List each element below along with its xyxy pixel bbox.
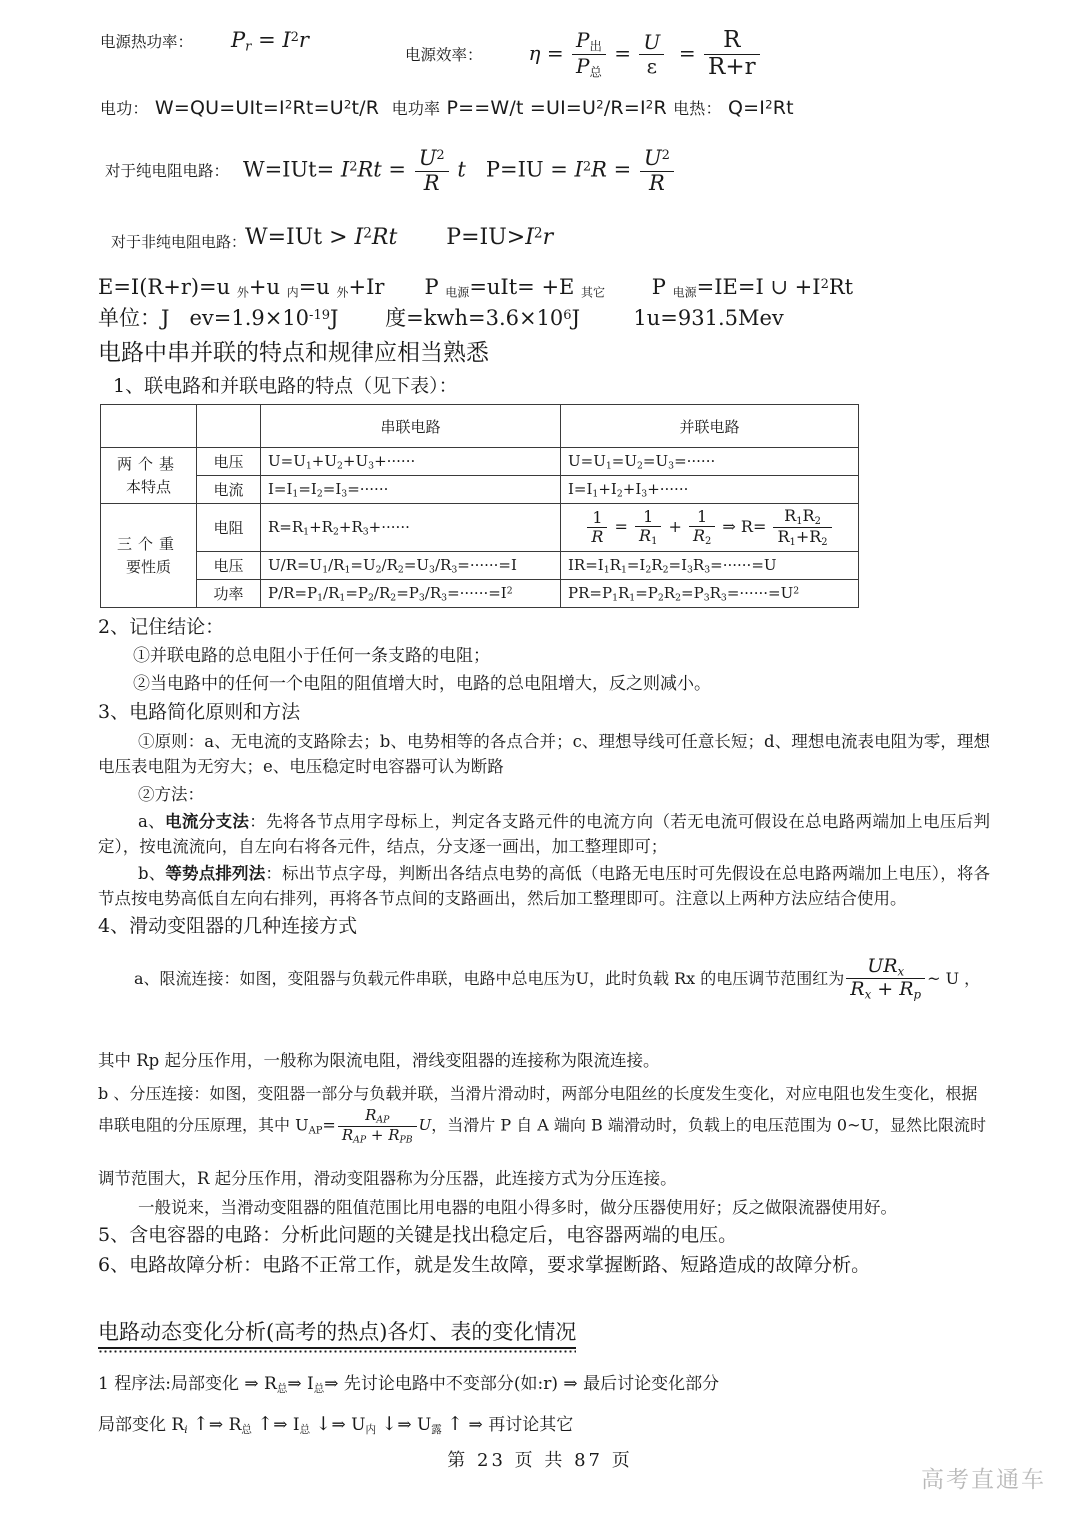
item4-b-sub: AP bbox=[308, 1124, 323, 1136]
nonpure-resistance-row bbox=[95, 219, 990, 275]
item4-a-fraction: $\frac{UR_x}{R_x + R_p}$ bbox=[844, 967, 927, 989]
item6: 6、电路故障分析：电路不正常工作，就是发生故障，要求掌握断路、短路造成的故障分析。 bbox=[98, 1253, 871, 1276]
table-row bbox=[101, 476, 859, 504]
page-footer: 第 23 页 共 87 页 bbox=[447, 1450, 633, 1471]
table-cell-series-resistance: $R=R_1+R_2+R_3+\cdot\cdot\cdot\cdot\cdot\cdot$ bbox=[261, 504, 561, 552]
item4-a-paragraph bbox=[98, 956, 990, 1030]
item2-point-1: ①并联电路的总电阻小于任何一条支路的电阻； bbox=[133, 646, 490, 667]
source-heat-power-formula bbox=[100, 28, 309, 55]
table-category-basic: 两个基 本特点 bbox=[101, 448, 197, 504]
table-corner-cell-2 bbox=[197, 405, 261, 448]
watermark: 高考直通车 bbox=[921, 1467, 1046, 1493]
table-cell-series-power: $P/R=P_1/R_1=P_2/R_2=P_3/R_3=\cdot\cdot\cdot\cdot\cdot\cdot=I^2$ bbox=[261, 580, 561, 608]
nonpure-resistance-label: 对于非纯电阻电路： bbox=[111, 233, 247, 251]
method-a-text: ：先将各节点用字母标上，判定各支路元件的电流方向（若无电流可假设在总电路两端加上电压后判定），按电流流向，自左向右将各元件，结点，分支逐一画出，加工整理即可； bbox=[98, 811, 991, 856]
source-efficiency-expr: η = $\frac{P_出}{P_总}$ = $\frac{U}{\varepsilon}$ = $\frac{R}{R+r}$ bbox=[529, 41, 762, 65]
table-cell-parallel-voltage: $U=U_1=U_2=U_3=\cdot\cdot\cdot\cdot\cdot\cdot$ bbox=[561, 448, 859, 476]
table-rowname-current: 电流 bbox=[197, 476, 261, 504]
item4-a-note: 其中 Rp 起分压作用，一般称为限流电阻，滑线变阻器的连接称为限流连接。 bbox=[98, 1050, 660, 1070]
table-row bbox=[101, 448, 859, 476]
item4-b-paragraph bbox=[98, 1081, 990, 1146]
method-a-name: 电流分支法 bbox=[165, 811, 250, 831]
source-heat-power-label: 电源热功率： bbox=[100, 33, 194, 51]
item1-title: 1、联电路和并联电路的特点（见下表）： bbox=[113, 375, 458, 398]
item3-principle: ①原则：a、无电流的支路除去；b、电势相等的各点合并；c、理想导线可任意长短；d、理想电流表电阻为零，理想电压表电阻为无穷大；e、电压稳定时电容器可认为断路 bbox=[98, 732, 990, 777]
item4-b-fraction: $\frac{R_{AP}}{R_{AP} + R_{PB}}$ U bbox=[336, 1116, 431, 1134]
item4-b-note: 调节范围大，R 起分压作用，滑动变阻器称为分压器，此连接方式为分压连接。 bbox=[98, 1168, 677, 1188]
emf-line: E=I(R+r)=u 外+u 内=u 外+Ir P 电源=uIt= +E 其它 P 电源=IE=I ∪ $+I^2Rt$ bbox=[98, 275, 854, 300]
item4-general-note: 一般说来，当滑动变阻器的阻值范围比用电器的电阻小得多时，做分压器使用好；反之做限流器使用好。 bbox=[138, 1197, 897, 1217]
item4-b-eq: = bbox=[322, 1115, 336, 1135]
electric-work-expr: $W=QU=UIt=I^2Rt=U^2t/R$ bbox=[154, 97, 380, 119]
table-cell-parallel-resistance: $\frac{1}{R}$ = $\frac{1}{R_1}$ + $\frac{1}{R_2}$ ⇒ R= $\frac{R_1R_2}{R_1+R_2}$ bbox=[561, 504, 859, 552]
table-corner-cell bbox=[101, 405, 197, 448]
source-efficiency-formula bbox=[405, 28, 762, 81]
item4-a-text-2: ~ U ， bbox=[927, 968, 981, 988]
table-row bbox=[101, 504, 859, 552]
table-cell-parallel-power: $PR=P_1R_1=P_2R_2=P_3R_3=\cdot\cdot\cdot\cdot\cdot\cdot=U^2$ bbox=[561, 580, 859, 608]
units-line: 单位：J $ev=1.9\times 10^{-19}J$ 度$=kwh=3.6\times 10^6J$ 1u=931.5Mev bbox=[98, 306, 784, 331]
table-row bbox=[101, 580, 859, 608]
dynamic-heading: 电路动态变化分析(高考的热点)各灯、表的变化情况 bbox=[98, 1316, 576, 1349]
item4-a-text-1: a、限流连接：如图，变阻器与负载元件串联，电路中总电压为U，此时负载 Rx 的电压调节范围红为 bbox=[134, 968, 845, 988]
table-rowname-resistance: 电阻 bbox=[197, 504, 261, 552]
item4-b-text-2: ，当滑片 P 自 A 端向 B 端滑动时，负载上的电压范围为 0~U，显然比限流时 bbox=[431, 1115, 987, 1135]
source-efficiency-label: 电源效率： bbox=[405, 45, 483, 64]
formula-row-power-efficiency bbox=[95, 0, 990, 96]
dynamic-line-1: 1 程序法:局部变化 ⇒ $R_总\Rightarrow$ $I_总\Rightarrow$ 先讨论电路中不变部分(如:r) ⇒ 最后讨论变化部分 bbox=[98, 1373, 720, 1395]
table-rowname-voltage-2: 电压 bbox=[197, 552, 261, 580]
method-b-text: ：标出节点字母，判断出各结点电势的高低（电路无电压时可先假设在总电路两端加上电压），将各节点按电势高低自左向右排列，再将各节点间的支路画出，然后加工整理即可。注意以上两种方法应结合使用。 bbox=[98, 863, 991, 908]
dynamic-line-2: 局部变化 $R_i$ ↑⇒ $R_总$ ↑⇒ $I_总$ ↓⇒ $U_内$ ↓⇒ $U_露$ ↑ ⇒ 再讨论其它 bbox=[98, 1412, 574, 1436]
nonpure-resistance-expr: $W=IUt > I^2Rt$ $P=IU>I^2r$ bbox=[245, 225, 554, 250]
table-cell-series-current: $I=I_1=I_2=I_3=\cdot\cdot\cdot\cdot\cdot\cdot$ bbox=[261, 476, 561, 504]
item3-method-b bbox=[98, 861, 990, 911]
table-header-parallel: 并联电路 bbox=[561, 405, 859, 448]
item5: 5、含电容器的电路：分析此问题的关键是找出稳定后，电容器两端的电压。 bbox=[98, 1223, 738, 1246]
item2-point-2: ②当电路中的任何一个电阻的阻值增大时，电路的总电阻增大，反之则减小。 bbox=[133, 673, 711, 694]
source-heat-power-expr: $P_r = I^2r$ bbox=[231, 28, 309, 55]
item2-title: 2、记住结论： bbox=[98, 616, 225, 639]
pure-resistance-row bbox=[95, 137, 990, 219]
method-b-name: 等势点排列法 bbox=[165, 863, 266, 883]
pure-resistance-label: 对于纯电阻电路： bbox=[105, 162, 230, 180]
electric-work-line: 电功： $W=QU=UIt=I^2Rt=U^2t/R$ 电功率 $P==W/t =UI=U^2/R=I^2R$ 电热： $Q=I^2Rt$ bbox=[100, 97, 794, 119]
table-cell-parallel-voltage-2: $IR=I_1R_1=I_2R_2=I_3R_3=\cdot\cdot\cdot\cdot\cdot\cdot=U$ bbox=[561, 552, 859, 580]
table-category-properties: 三个重 要性质 bbox=[101, 504, 197, 608]
method-b-label: b、 bbox=[138, 863, 166, 883]
electric-work-label: 电功： bbox=[100, 99, 149, 118]
series-parallel-table bbox=[100, 404, 859, 608]
dynamic-section bbox=[95, 1316, 990, 1437]
pure-resistance-expr: $W=IUt= I^2Rt$ = $\frac{U^2}{R}$ t $P=IU = I^2R$ = $\frac{U^2}{R}$ bbox=[243, 147, 676, 195]
table-rowname-power: 功率 bbox=[197, 580, 261, 608]
item3-title: 3、电路简化原则和方法 bbox=[98, 701, 301, 724]
table-cell-parallel-current: $I=I_1+I_2+I_3+\cdot\cdot\cdot\cdot\cdot\cdot$ bbox=[561, 476, 859, 504]
table-header-series: 串联电路 bbox=[261, 405, 561, 448]
method-a-label: a、 bbox=[138, 811, 166, 831]
item3-method-a bbox=[98, 809, 990, 859]
item4-title: 4、滑动变阻器的几种连接方式 bbox=[98, 914, 358, 937]
section-heading: 电路中串并联的特点和规律应相当熟悉 bbox=[98, 340, 489, 367]
page-content bbox=[95, 0, 990, 1451]
item3-method-title: ②方法： bbox=[138, 784, 204, 804]
item4-b-text-1: b 、分压连接：如图，变阻器一部分与负载并联，当滑片滑动时，两部分电阻丝的长度发生变化，对应电阻也发生变化，根据串联电阻的分压原理，其中 U bbox=[98, 1083, 978, 1135]
table-cell-series-voltage-2: $U/R=U_1/R_1=U_2/R_2=U_3/R_3=\cdot\cdot\cdot\cdot\cdot\cdot=I$ bbox=[261, 552, 561, 580]
table-rowname-voltage-1: 电压 bbox=[197, 448, 261, 476]
table-row bbox=[101, 552, 859, 580]
table-header-row bbox=[101, 405, 859, 448]
table-cell-series-voltage: $U=U_1+U_2+U_3+\cdot\cdot\cdot\cdot\cdot\cdot$ bbox=[261, 448, 561, 476]
